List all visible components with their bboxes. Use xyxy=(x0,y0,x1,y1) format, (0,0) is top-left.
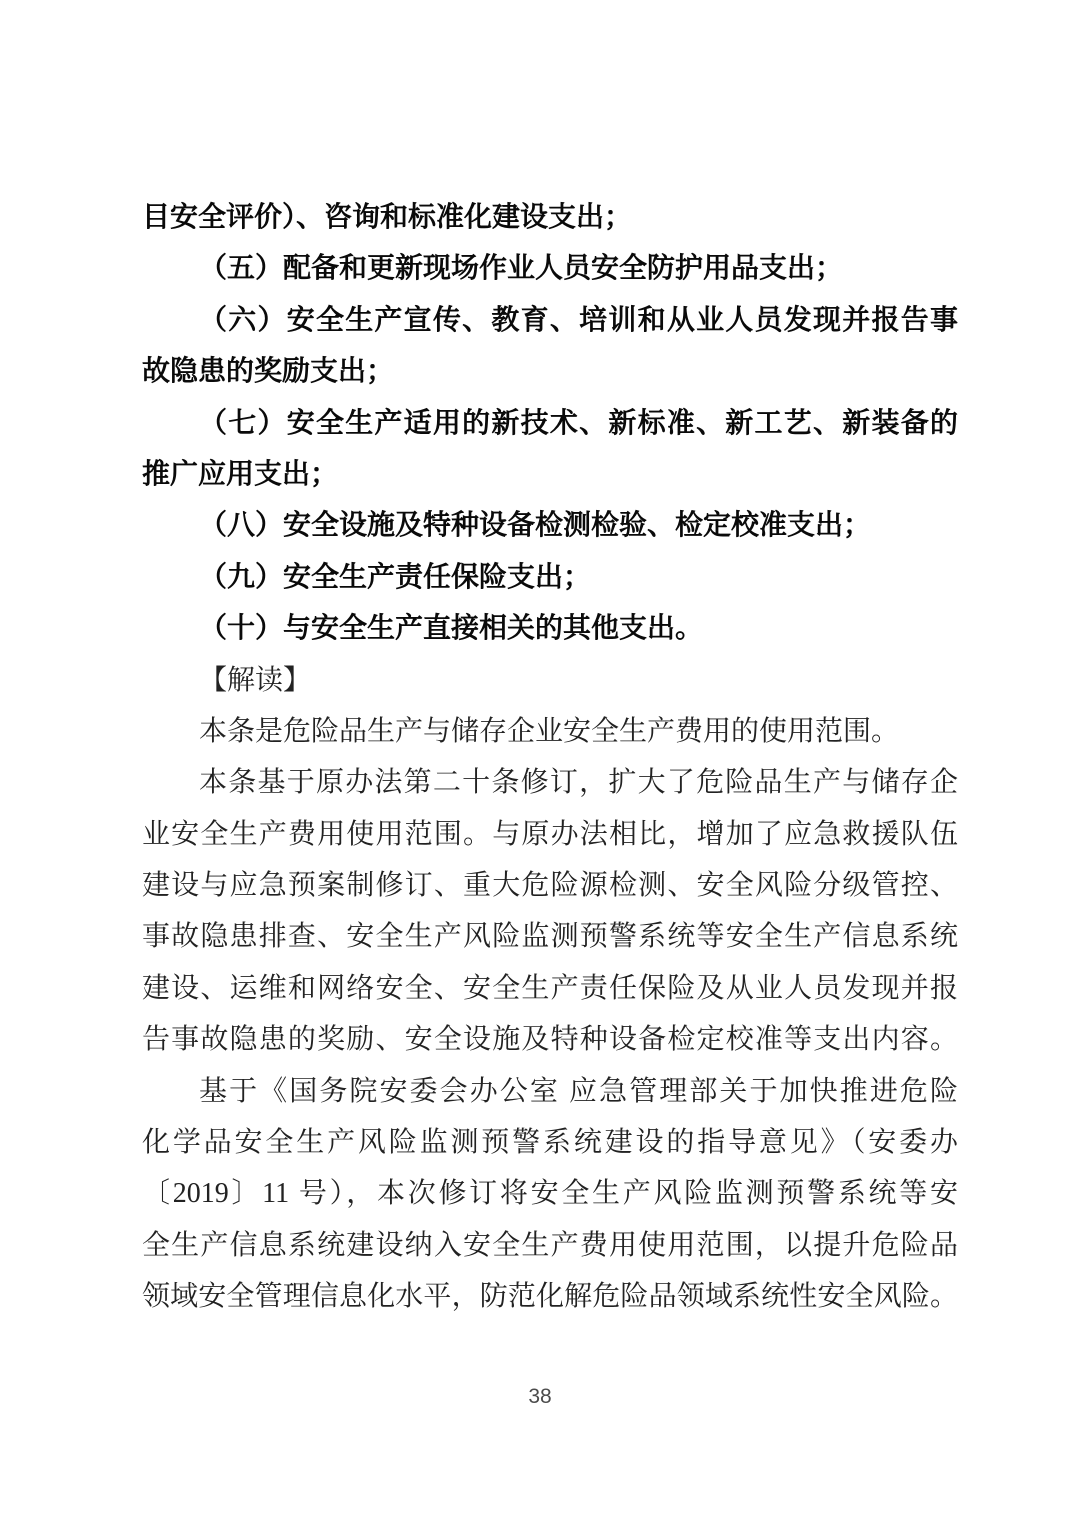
text-line: 全生产信息系统建设纳入安全生产费用使用范围，以提升危险品 xyxy=(142,1229,958,1261)
text-line: 〔2019〕11 号），本次修订将安全生产风险监测预警系统等安 xyxy=(142,1178,958,1210)
text-line: 事故隐患排查、安全生产风险监测预警系统等安全生产信息系统 xyxy=(142,921,958,953)
document-body xyxy=(142,192,958,1323)
text-line: 本条是危险品生产与储存企业安全生产费用的使用范围。 xyxy=(199,715,900,747)
text-line: （七）安全生产适用的新技术、新标准、新工艺、新装备的 xyxy=(199,407,958,439)
text-line: （六）安全生产宣传、教育、培训和从业人员发现并报告事 xyxy=(199,304,958,336)
text-line: 业安全生产费用使用范围。与原办法相比，增加了应急救援队伍 xyxy=(142,818,958,850)
text-line: （九）安全生产责任保险支出； xyxy=(199,561,592,593)
page-footer xyxy=(0,1385,1080,1409)
text-line: 领域安全管理信息化水平，防范化解危险品领域系统性安全风险。 xyxy=(142,1281,958,1313)
text-line: 建设、运维和网络安全、安全生产责任保险及从业人员发现并报 xyxy=(142,972,958,1004)
text-line: 化学品安全生产风险监测预警系统建设的指导意见》（安委办 xyxy=(142,1127,958,1159)
text-line: 【解读】 xyxy=(199,664,312,696)
text-line: 故隐患的奖励支出； xyxy=(142,356,395,388)
text-line: 告事故隐患的奖励、安全设施及特种设备检定校准等支出内容。 xyxy=(142,1024,958,1056)
text-line: （十）与安全生产直接相关的其他支出。 xyxy=(199,613,704,645)
text-line: 推广应用支出； xyxy=(142,458,339,490)
text-line: 基于《国务院安委会办公室 应急管理部关于加快推进危险 xyxy=(199,1075,958,1107)
page-number: 38 xyxy=(528,1385,552,1408)
text-line: 建设与应急预案制修订、重大危险源检测、安全风险分级管控、 xyxy=(142,870,958,902)
text-line: 目安全评价）、咨询和标准化建设支出； xyxy=(142,202,633,233)
text-line: （五）配备和更新现场作业人员安全防护用品支出； xyxy=(199,253,844,285)
text-line: （八）安全设施及特种设备检测检验、检定校准支出； xyxy=(199,510,872,542)
text-line: 本条基于原办法第二十条修订，扩大了危险品生产与储存企 xyxy=(199,767,958,799)
